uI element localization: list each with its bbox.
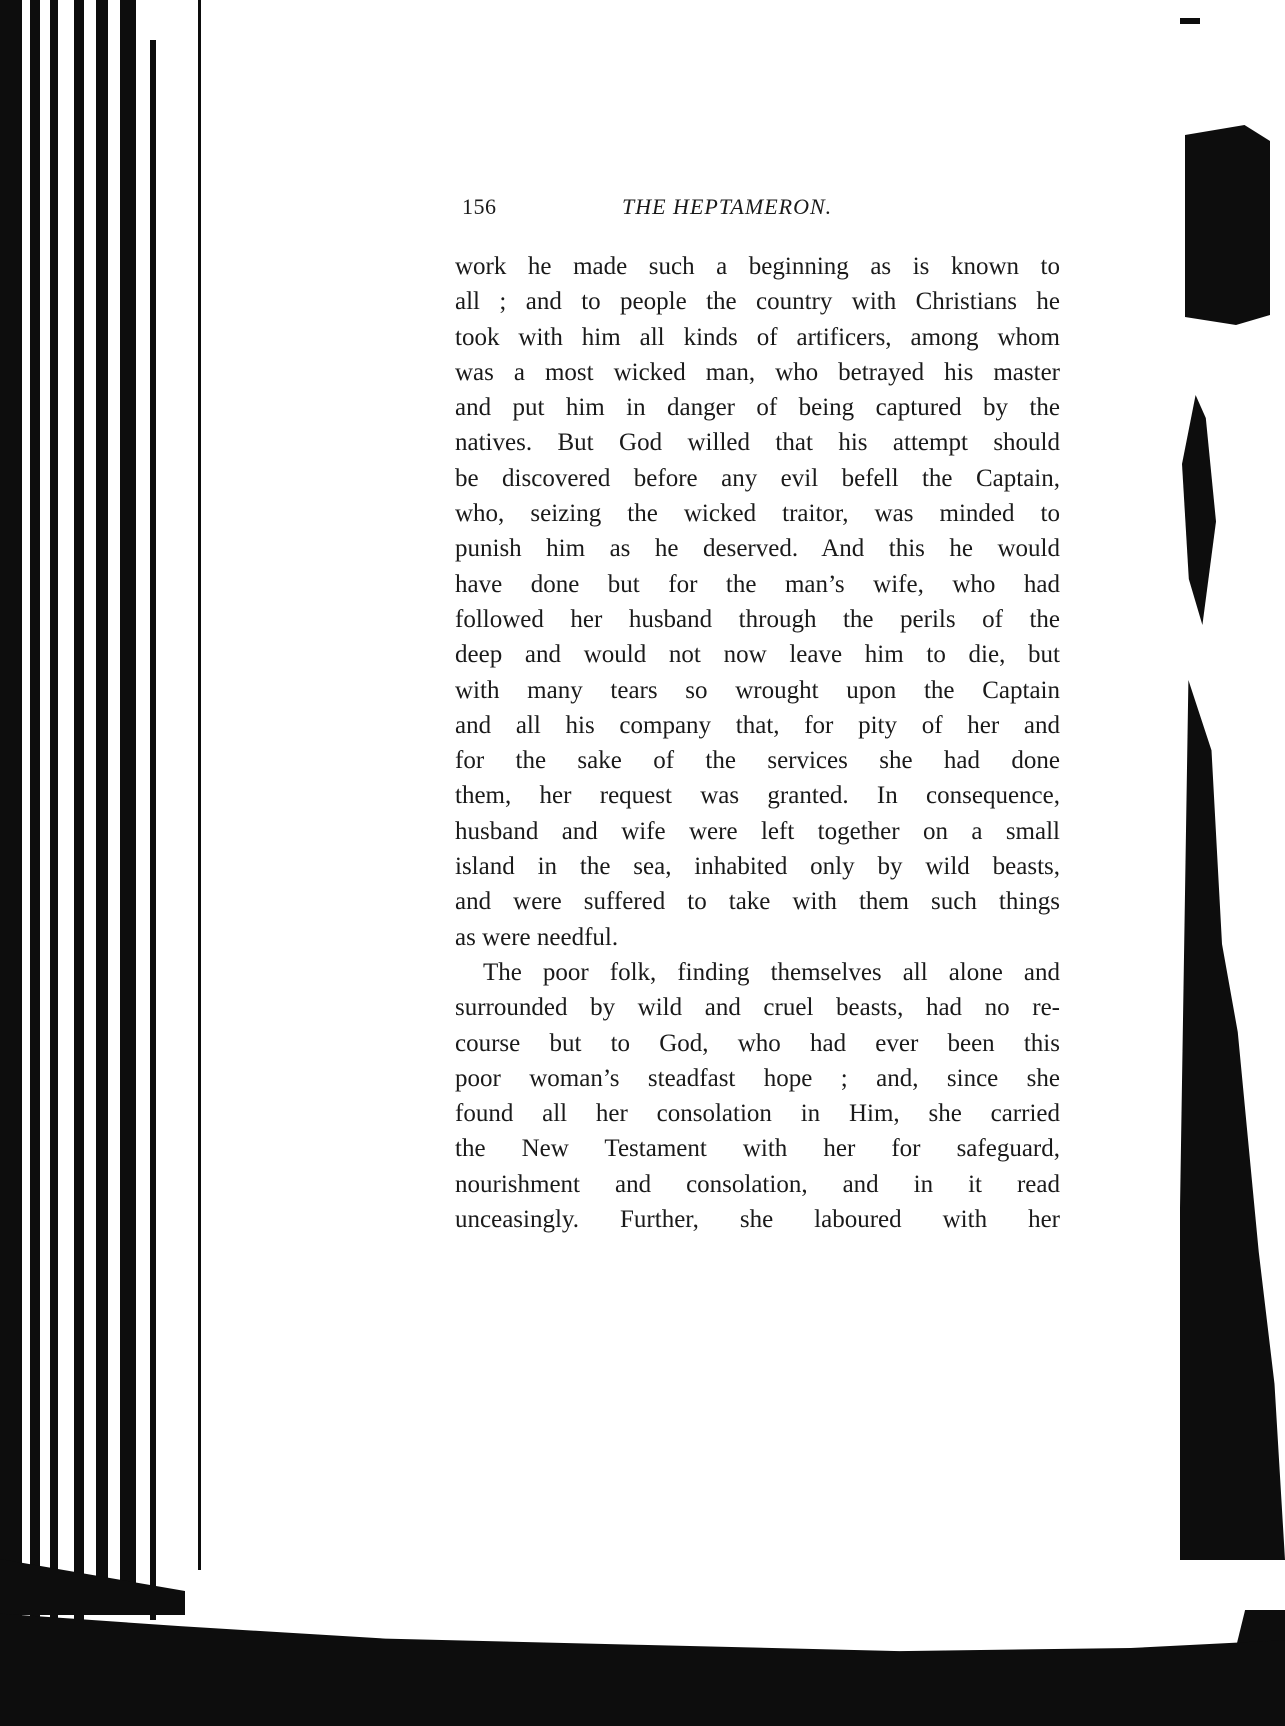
text-line: as were needful. xyxy=(455,923,619,951)
paragraph xyxy=(455,249,1060,955)
text-line: island in the sea, inhabited only by wild beasts, xyxy=(455,853,1060,881)
text-line: nourishment and consolation, and in it read xyxy=(455,1170,1060,1198)
text-line: have done but for the man’s wife, who had xyxy=(455,570,1060,598)
running-head xyxy=(462,194,1062,230)
text-line: found all her consolation in Him, she carried xyxy=(455,1100,1060,1128)
text-line: who, seizing the wicked traitor, was minded to xyxy=(455,500,1060,528)
text-line: the New Testament with her for safeguard, xyxy=(455,1135,1060,1163)
binding-shadow-left xyxy=(120,0,136,1600)
body-text xyxy=(455,249,1060,1237)
bottom-shadow xyxy=(0,1570,1285,1726)
text-line: natives. But God willed that his attempt should xyxy=(455,429,1060,457)
binding-shadow-left xyxy=(74,0,84,1620)
text-line: surrounded by wild and cruel beasts, had no re- xyxy=(455,994,1060,1022)
binding-shadow-left xyxy=(0,0,22,1726)
text-line: and put him in danger of being captured by the xyxy=(455,394,1060,422)
binding-shadow-left xyxy=(30,0,40,1680)
text-line: with many tears so wrought upon the Captain xyxy=(455,676,1060,704)
text-line: work he made such a beginning as is known to xyxy=(455,253,1060,280)
text-line: them, her request was granted. In consequence, xyxy=(455,782,1060,810)
text-line: all ; and to people the country with Christians he xyxy=(455,288,1060,316)
text-line: poor woman’s steadfast hope ; and, since she xyxy=(455,1064,1060,1092)
page-edge-shadow-right xyxy=(1180,18,1200,24)
text-line: The poor folk, finding themselves all alone and xyxy=(483,958,1060,986)
binding-shadow-left xyxy=(150,40,156,1620)
page-edge-shadow-right xyxy=(1185,125,1270,325)
page-edge-shadow-right xyxy=(1180,680,1285,1560)
book-title: THE HEPTAMERON. xyxy=(622,194,833,219)
page-number: 156 xyxy=(462,194,497,219)
text-line: and all his company that, for pity of her and xyxy=(455,711,1060,739)
text-line: unceasingly. Further, she laboured with her xyxy=(455,1206,1060,1234)
text-line: was a most wicked man, who betrayed his master xyxy=(455,358,1060,386)
page-edge-shadow-right xyxy=(1182,395,1216,625)
bottom-shadow xyxy=(0,1535,185,1615)
text-line: husband and wife were left together on a small xyxy=(455,817,1060,845)
text-line: punish him as he deserved. And this he would xyxy=(455,535,1060,563)
text-line: followed her husband through the perils of the xyxy=(455,605,1060,633)
text-line: course but to God, who had ever been this xyxy=(455,1029,1060,1057)
paragraph xyxy=(455,955,1060,1237)
text-line: deep and would not now leave him to die, but xyxy=(455,641,1060,669)
text-line: took with him all kinds of artificers, among whom xyxy=(455,323,1060,351)
text-line: for the sake of the services she had done xyxy=(455,747,1060,775)
text-line: be discovered before any evil befell the Captain, xyxy=(455,464,1060,492)
binding-shadow-left xyxy=(96,0,108,1600)
binding-shadow-left xyxy=(198,0,201,1570)
binding-shadow-left xyxy=(50,0,58,1650)
text-line: and were suffered to take with them such things xyxy=(455,888,1060,916)
